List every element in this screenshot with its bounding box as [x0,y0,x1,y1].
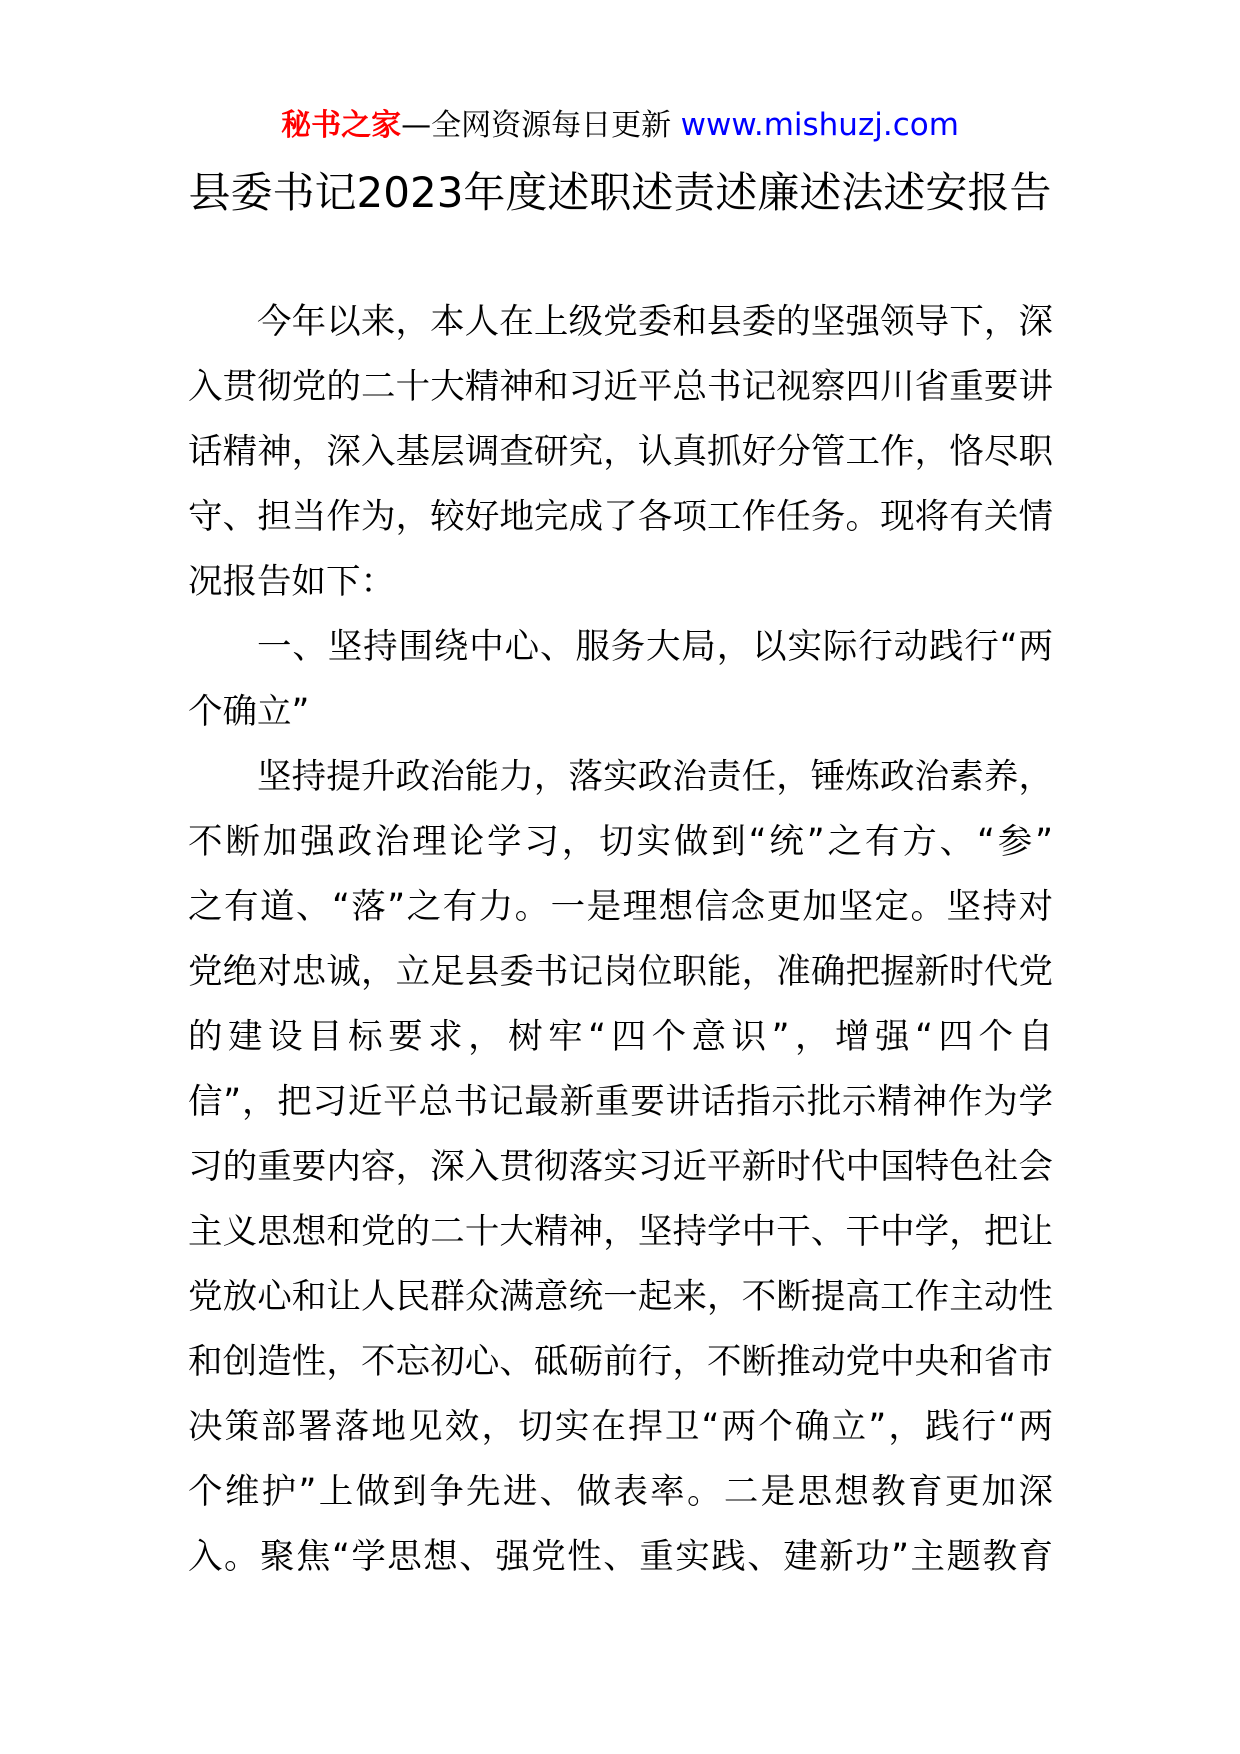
text-line: 决策部署落地见效，切实在捍卫“两个确立”，践行“两 [188,1407,1053,1447]
text-line: 入。聚焦“学思想、强党性、重实践、建新功”主题教育 [188,1537,1053,1577]
text-line: 信”，把习近平总书记最新重要讲话指示批示精神作为学 [188,1082,1053,1122]
text-line: 今年以来，本人在上级党委和县委的坚强领导下，深 [257,302,1053,342]
text-line: 的建设目标要求，树牢“四个意识”，增强“四个自 [188,1017,1053,1057]
section-heading-line: 一、坚持围绕中心、服务大局，以实际行动践行“两 [257,627,1053,667]
header-tagline: —全网资源每日更新 [401,108,672,143]
text-line: 之有道、“落”之有力。一是理想信念更加坚定。坚持对 [188,887,1053,927]
text-line: 话精神，深入基层调查研究，认真抓好分管工作，恪尽职 [188,432,1053,472]
text-line: 入贯彻党的二十大精神和习近平总书记视察四川省重要讲 [188,367,1053,407]
site-header [0,100,1240,151]
text-line: 守、担当作为，较好地完成了各项工作任务。现将有关情 [188,497,1053,537]
document-title: 县委书记2023年度述职述责述廉述法述安报告 [188,168,1052,217]
text-line: 党绝对忠诚，立足县委书记岗位职能，准确把握新时代党 [188,952,1053,992]
text-line: 党放心和让人民群众满意统一起来，不断提高工作主动性 [188,1277,1053,1317]
site-url-link[interactable]: www.mishuzj.com [680,107,959,143]
text-line: 坚持提升政治能力，落实政治责任，锤炼政治素养， [257,757,1053,797]
section-heading-line: 个确立” [188,692,310,732]
text-line: 和创造性，不忘初心、砥砺前行，不断推动党中央和省市 [188,1342,1053,1382]
text-line: 习的重要内容，深入贯彻落实习近平新时代中国特色社会 [188,1147,1053,1187]
text-line: 不断加强政治理论学习，切实做到“统”之有方、“参” [188,822,1053,862]
text-line: 个维护”上做到争先进、做表率。二是思想教育更加深 [188,1472,1053,1512]
document-body [188,290,1053,1590]
text-line: 主义思想和党的二十大精神，坚持学中干、干中学，把让 [188,1212,1053,1252]
brand-name: 秘书之家 [281,108,402,143]
text-line: 况报告如下： [188,562,395,602]
